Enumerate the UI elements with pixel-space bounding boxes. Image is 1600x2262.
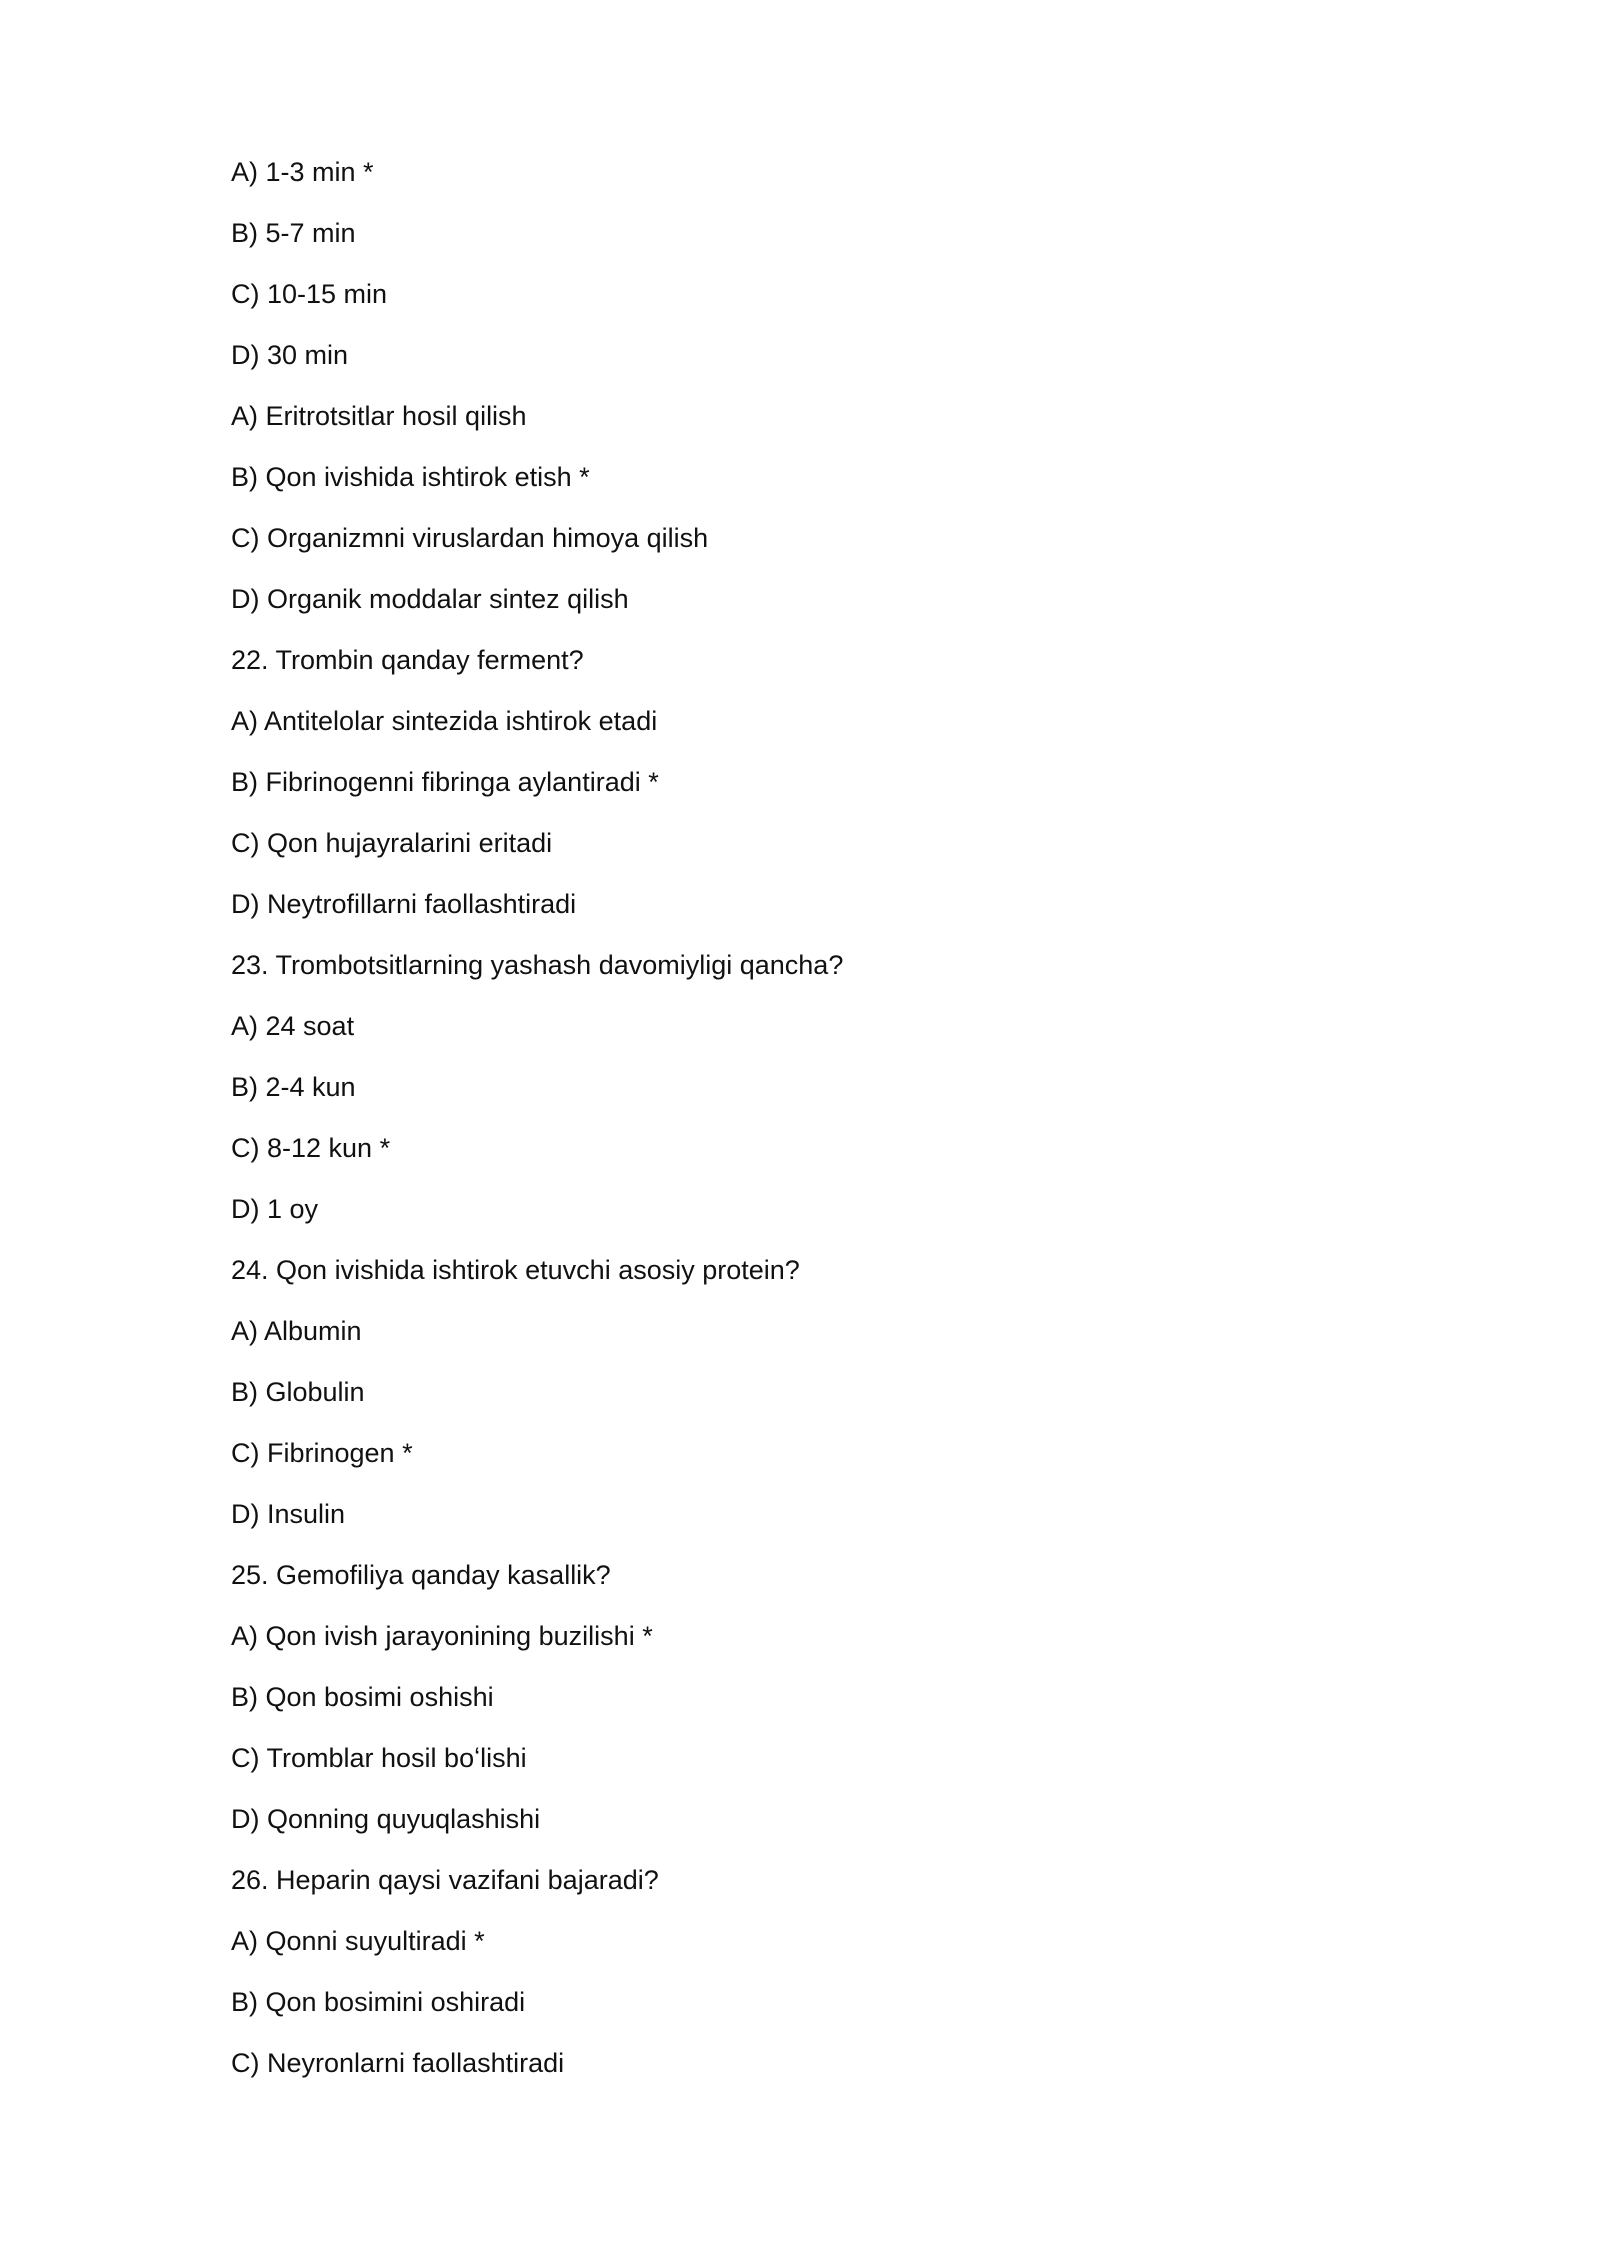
answer-option: C) 8-12 kun * [231,1133,391,1163]
answer-option: A) Antitelolar sintezida ishtirok etadi [231,706,658,736]
answer-option: D) Organik moddalar sintez qilish [231,584,629,614]
answer-option: D) Neytrofillarni faollashtiradi [231,889,577,919]
question-22: 22. Trombin qanday ferment? [231,645,584,675]
answer-option: C) Organizmni viruslardan himoya qilish [231,523,709,553]
answer-option: A) Qon ivish jarayonining buzilishi * [231,1621,653,1651]
answer-option: B) Qon bosimini oshiradi [231,1987,526,2017]
answer-option: C) Neyronlarni faollashtiradi [231,2048,565,2078]
answer-option: C) Fibrinogen * [231,1438,413,1468]
question-26: 26. Heparin qaysi vazifani bajaradi? [231,1865,659,1895]
answer-option: A) 24 soat [231,1011,355,1041]
answer-option: B) 2-4 kun [231,1072,356,1102]
text-block [231,152,1431,2104]
answer-option: D) 1 oy [231,1194,319,1224]
answer-option: B) Qon bosimi oshishi [231,1682,494,1712]
answer-option: C) 10-15 min [231,279,388,309]
answer-option: A) Qonni suyultiradi * [231,1926,485,1956]
answer-option: D) Qonning quyuqlashishi [231,1804,541,1834]
answer-option: A) 1-3 min * [231,157,374,187]
question-25: 25. Gemofiliya qanday kasallik? [231,1560,611,1590]
answer-option: A) Eritrotsitlar hosil qilish [231,401,527,431]
answer-option: D) Insulin [231,1499,346,1529]
answer-option: B) Fibrinogenni fibringa aylantiradi * [231,767,659,797]
answer-option: B) Qon ivishida ishtirok etish * [231,462,590,492]
question-24: 24. Qon ivishida ishtirok etuvchi asosiy protein? [231,1255,800,1285]
answer-option: B) Globulin [231,1377,365,1407]
answer-option: C) Qon hujayralarini eritadi [231,828,553,858]
answer-option: A) Albumin [231,1316,362,1346]
question-23: 23. Trombotsitlarning yashash davomiyligi qancha? [231,950,844,980]
answer-option: D) 30 min [231,340,349,370]
answer-option: C) Tromblar hosil boʻlishi [231,1743,527,1773]
answer-option: B) 5-7 min [231,218,356,248]
